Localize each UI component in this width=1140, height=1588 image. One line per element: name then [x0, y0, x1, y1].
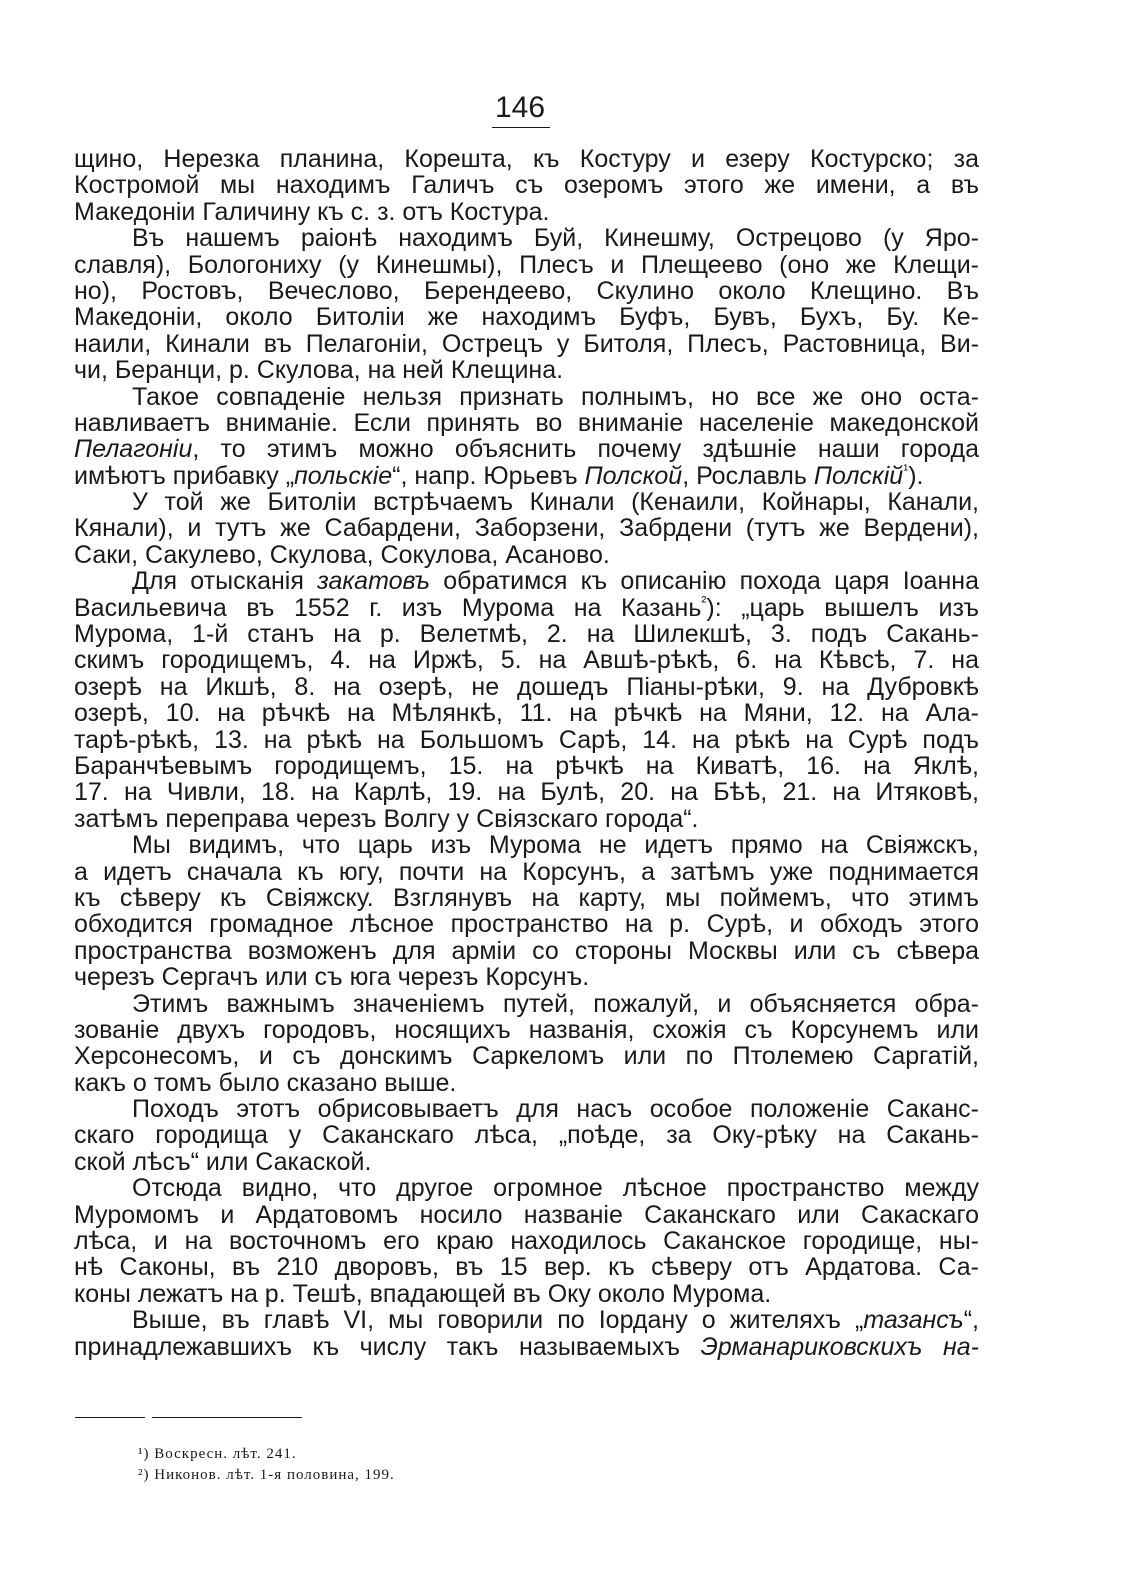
text-segment: Кянали), и тутъ же Сабардени, Заборзени, Забрдени (тутъ же Вердени), — [74, 514, 979, 543]
text-line — [74, 674, 979, 700]
page-number: 146 — [494, 91, 546, 124]
text-segment: ской лѣсъ“ или Сакаской. — [74, 1147, 372, 1176]
text-line — [74, 1122, 979, 1148]
text-segment: а идетъ сначала къ югу, почти на Корсунъ, а затѣмъ уже поднимается — [74, 857, 979, 886]
text-segment: Костромой мы находимъ Галичъ съ озеромъ этого же имени, а въ — [74, 171, 979, 200]
text-segment: озерѣ, 10. на рѣчкѣ на Мѣлянкѣ, 11. на рѣчкѣ на Мяни, 12. на Ала- — [74, 699, 979, 728]
text-line — [74, 806, 979, 832]
footnote — [138, 1444, 638, 1465]
text-segment: пространства возможенъ для арміи со стороны Москвы или съ сѣвера — [74, 936, 979, 965]
text-line — [74, 1202, 979, 1228]
text-line — [74, 753, 979, 779]
text-line — [74, 1175, 979, 1201]
text-segment: Мурома, 1-й станъ на р. Велетмѣ, 2. на Шилекшѣ, 3. подъ Сакань- — [74, 620, 979, 649]
page-number-rule — [492, 127, 550, 128]
footnote-mark: ¹) — [138, 1446, 150, 1462]
text-line — [74, 252, 979, 278]
text-segment: У той же Битоліи встрѣчаемъ Кинали (Кенаили, Койнары, Канали, — [132, 488, 979, 517]
text-segment: Въ нашемъ раіонѣ находимъ Буй, Кинешму, Острецово (у Яро- — [132, 224, 979, 253]
text-line — [74, 199, 979, 225]
text-segment: нѣ Саконы, въ 210 дворовъ, въ 15 вер. къ сѣверу отъ Ардатова. Са- — [74, 1253, 979, 1282]
text-segment: щино, Нерезка планина, Корешта, къ Костуру и езеру Костурско; за — [74, 145, 979, 173]
text-line — [74, 647, 979, 673]
text-segment: скимъ городищемъ, 4. на Иржѣ, 5. на Авшѣ-рѣкѣ, 6. на Кѣвсѣ, 7. на — [74, 646, 979, 675]
text-segment: славля), Бологониху (у Кинешмы), Плесъ и Плещеево (оно же Клещи- — [74, 250, 979, 279]
text-line — [74, 1017, 979, 1043]
italic-text: закатовъ — [317, 567, 430, 596]
footnote — [138, 1465, 638, 1486]
text-segment: обходится громадное лѣсное пространство на р. Сурѣ, и обходъ этого — [74, 910, 979, 939]
text-segment: Македоніи, около Битоліи же находимъ Буфъ, Бувъ, Бухъ, Бу. Ке- — [74, 303, 979, 332]
text-segment: Баранчѣевымъ городищемъ, 15. на рѣчкѣ на Киватѣ, 16. на Яклѣ, — [74, 751, 979, 780]
text-segment: Выше, въ главѣ VI, мы говорили по Іордану о жителяхъ „ — [132, 1306, 864, 1335]
text-segment: Этимъ важнымъ значеніемъ путей, пожалуй, и объясняется обра- — [132, 989, 979, 1018]
text-line — [74, 832, 979, 858]
text-segment: принадлежавшихъ къ числу такъ называемыхъ — [74, 1332, 701, 1361]
text-line — [74, 859, 979, 885]
text-line — [74, 621, 979, 647]
italic-text: Полской — [584, 461, 683, 490]
text-segment: “, — [963, 1306, 979, 1335]
text-segment: Походъ этотъ обрисовываетъ для насъ особое положеніе Саканс- — [132, 1095, 979, 1124]
text-line — [74, 938, 979, 964]
text-line — [74, 225, 979, 251]
text-segment: озерѣ на Икшѣ, 8. на озерѣ, не дошедъ Піаны-рѣки, 9. на Дубровкѣ — [74, 672, 979, 701]
text-segment: Муромомъ и Ардатовомъ носило названіе Саканскаго или Сакаскаго — [74, 1200, 979, 1229]
text-line — [74, 1254, 979, 1280]
italic-text: Эрманариковскихъ на- — [700, 1332, 979, 1361]
text-line — [74, 595, 979, 621]
text-segment: затѣмъ переправа черезъ Волгу у Свіязскаго города“. — [74, 804, 699, 833]
text-segment: , то этимъ можно объяснить почему здѣшніе наши города — [192, 435, 979, 464]
text-line — [74, 885, 979, 911]
text-line — [74, 1096, 979, 1122]
footnote-rule-left — [75, 1417, 145, 1418]
text-segment: скаго городища у Саканскаго лѣса, „поѣде, за Оку-рѣку на Сакань- — [74, 1121, 979, 1150]
text-line — [74, 542, 979, 568]
text-segment: Для отысканія — [132, 567, 318, 596]
text-segment: лѣса, и на восточномъ его краю находилось Саканское городище, ны- — [74, 1227, 979, 1256]
footnote-ref: ¹ — [903, 461, 909, 479]
text-line — [74, 304, 979, 330]
text-line — [74, 700, 979, 726]
footnote-ref: ² — [701, 593, 707, 611]
text-line — [74, 1228, 979, 1254]
footnote-rule-right — [152, 1417, 302, 1418]
text-segment: но), Ростовъ, Вечеслово, Берендеево, Скулино около Клещино. Въ — [74, 276, 979, 305]
footnote-text: Воскресн. лѣт. 241. — [149, 1446, 297, 1462]
text-line — [74, 489, 979, 515]
text-segment: чи, Беранци, р. Скулова, на ней Клещина. — [74, 356, 564, 385]
text-segment: наили, Кинали въ Пелагоніи, Острецъ у Битоля, Плесъ, Растовница, Ви- — [74, 329, 979, 358]
text-line — [74, 568, 979, 594]
text-line — [74, 779, 979, 805]
text-line — [74, 278, 979, 304]
text-line — [74, 384, 979, 410]
text-segment: “, напр. Юрьевъ — [392, 461, 585, 490]
footnote-text: Никонов. лѣт. 1-я половина, 199. — [149, 1467, 395, 1483]
text-line — [74, 727, 979, 753]
text-segment: навливаетъ вниманіе. Если принять во вниманіе населеніе македонской — [74, 408, 979, 437]
text-line — [74, 331, 979, 357]
text-segment: черезъ Сергачъ или съ юга черезъ Корсунъ. — [74, 963, 590, 992]
text-segment: тарѣ-рѣкѣ, 13. на рѣкѣ на Большомъ Сарѣ, 14. на рѣкѣ на Сурѣ подъ — [74, 725, 979, 754]
text-segment: коны лежатъ на р. Тешѣ, впадающей въ Оку около Мурома. — [74, 1279, 772, 1308]
text-line — [74, 1149, 979, 1175]
text-segment: Мы видимъ, что царь изъ Мурома не идетъ прямо на Свіяжскъ, — [132, 831, 979, 860]
footnote-mark: ²) — [138, 1467, 150, 1483]
text-segment: Херсонесомъ, и съ донскимъ Саркеломъ или по Птолемею Саргатій, — [74, 1042, 979, 1071]
text-line — [74, 1070, 979, 1096]
text-segment: Саки, Сакулево, Скулова, Сокулова, Асаново. — [74, 540, 610, 569]
text-line — [74, 410, 979, 436]
text-line — [74, 1043, 979, 1069]
text-line — [74, 911, 979, 937]
text-segment: имѣютъ прибавку „ — [74, 461, 295, 490]
text-line — [74, 463, 979, 489]
text-segment: Васильевича въ 1552 г. изъ Мурома на Казань — [74, 593, 702, 622]
text-line — [74, 515, 979, 541]
text-segment: какъ о томъ было сказано выше. — [74, 1068, 457, 1097]
italic-text: тазансъ — [863, 1306, 964, 1335]
text-line — [74, 1334, 979, 1360]
text-line — [74, 1307, 979, 1333]
text-line — [74, 991, 979, 1017]
text-segment: обратимся къ описанію похода царя Іоанна — [429, 567, 979, 596]
footnotes — [138, 1444, 638, 1486]
text-segment: 17. на Чивли, 18. на Карлѣ, 19. на Булѣ, 20. на Бѣѣ, 21. на Итяковѣ, — [74, 778, 979, 807]
text-line — [74, 172, 979, 198]
text-line — [74, 146, 979, 172]
italic-text: польскіе — [294, 461, 393, 490]
text-segment: ): „царь вышелъ изъ — [706, 593, 979, 622]
text-segment: Такое совпаденіе нельзя признать полнымъ, но все же оно оста- — [132, 382, 979, 411]
body-text — [74, 146, 979, 1360]
italic-text: Полскій — [813, 461, 904, 490]
italic-text: Пелагоніи — [74, 435, 193, 464]
text-segment: ). — [908, 461, 924, 490]
text-line — [74, 1281, 979, 1307]
text-line — [74, 964, 979, 990]
text-segment: Отсюда видно, что другое огромное лѣсное пространство между — [132, 1174, 979, 1203]
text-segment: Македоніи Галичину къ с. з. отъ Костура. — [74, 197, 550, 226]
text-line — [74, 357, 979, 383]
text-line — [74, 436, 979, 462]
text-segment: зованіе двухъ городовъ, носящихъ названія, схожія съ Корсунемъ или — [74, 1015, 979, 1044]
text-segment: къ сѣверу къ Свіяжску. Взглянувъ на карту, мы поймемъ, что этимъ — [74, 883, 979, 912]
text-segment: , Рославль — [682, 461, 814, 490]
